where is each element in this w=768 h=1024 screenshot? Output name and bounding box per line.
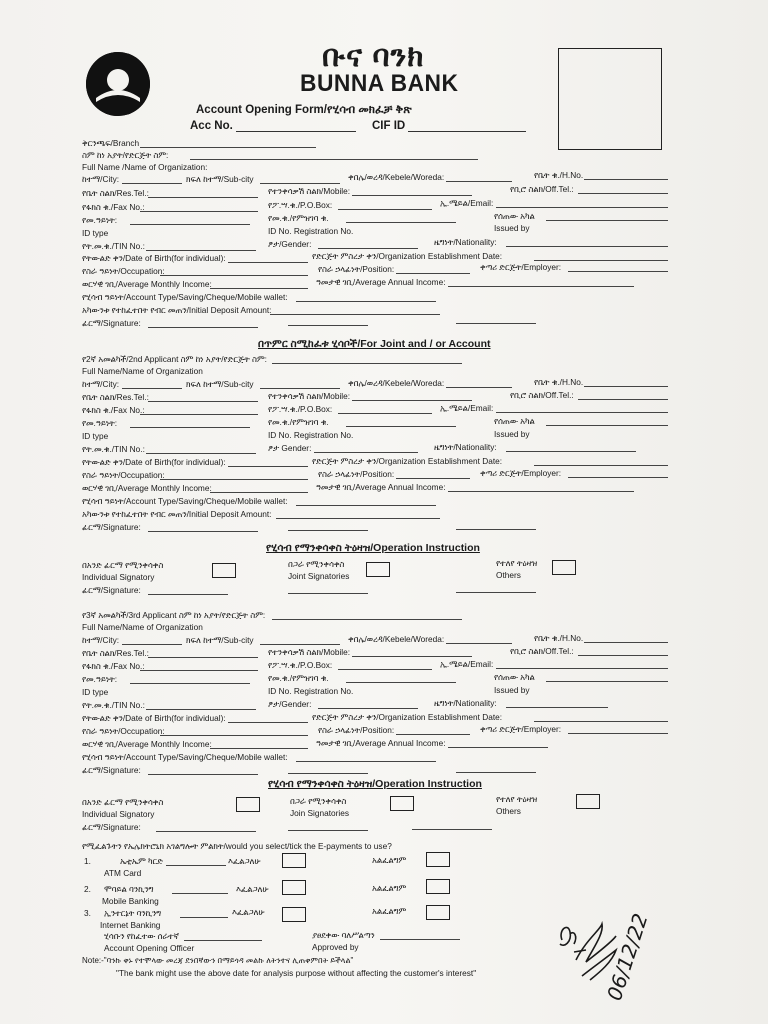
issued-by-field[interactable]	[546, 425, 668, 426]
annual-income-label: ዓመታዊ ገቢ/Average Annual Income:	[316, 482, 446, 492]
internet-banking-dont-want-checkbox[interactable]	[426, 905, 450, 920]
off-tel-label: የቢሮ ስልክ/Off.Tel.:	[510, 646, 574, 656]
signature-field-2[interactable]	[288, 593, 368, 594]
operation-instruction-heading-2: የሂሳብ የማንቀሳቀስ ትዕዛዝ/Operation Instruction	[268, 778, 482, 790]
mobile-field[interactable]	[352, 195, 472, 196]
bank-name-amharic: ቡና ባንክ	[322, 40, 425, 73]
individual-signatory-am-label: በአንድ ፊርማ የሚንቀሳቀስ	[82, 560, 164, 570]
city-label: ከተማ/City:	[82, 635, 120, 645]
individual-signatory-checkbox[interactable]	[212, 563, 236, 578]
initial-deposit-field[interactable]	[276, 518, 440, 519]
signature-field-3[interactable]	[456, 772, 536, 773]
joint-account-heading: በጥምር ስሚከፈቱ ሂሳቦች/For Joint and / or Account	[258, 338, 491, 350]
signature-field-1[interactable]	[148, 327, 258, 328]
fax-field[interactable]	[140, 211, 258, 212]
mobile-banking-want-checkbox[interactable]	[282, 880, 306, 895]
gender-label: ፆታ Gender:	[268, 443, 312, 453]
kebele-label: ቀበሌ/ወረዳ/Kebele/Woreda:	[348, 172, 445, 182]
fax-field[interactable]	[140, 414, 258, 415]
individual-signatory-label: Individual Signatory	[82, 809, 155, 819]
occupation-field[interactable]	[160, 275, 308, 276]
position-field[interactable]	[396, 734, 470, 735]
tin-field[interactable]	[146, 453, 256, 454]
issued-by-label: Issued by	[494, 685, 530, 695]
approved-by-field[interactable]	[380, 939, 460, 940]
off-tel-label: የቢሮ ስልክ/Off.Tel.:	[510, 184, 574, 194]
opening-officer-field[interactable]	[184, 940, 262, 941]
res-tel-field[interactable]	[148, 401, 258, 402]
individual-signatory-am-label: በአንድ ፊርማ የሚንቀሳቀስ	[82, 797, 164, 807]
approved-by-am-label: ያፀደቀው ባለሥልጣን	[312, 930, 375, 940]
individual-signatory-checkbox[interactable]	[236, 797, 260, 812]
off-tel-label: የቢሮ ስልክ/Off.Tel.:	[510, 390, 574, 400]
signature-field-2[interactable]	[288, 773, 368, 774]
kebele-field[interactable]	[446, 181, 512, 182]
id-type-am-label: የመ.ዓይነት:	[82, 674, 118, 684]
mobile-banking-number: 2.	[84, 884, 91, 894]
mobile-banking-want-label: እፈልጋለሁ	[236, 884, 269, 894]
tin-field[interactable]	[146, 250, 256, 251]
tin-label: የት.መ.ቁ./TIN No.:	[82, 241, 145, 251]
id-no-field[interactable]	[346, 222, 456, 223]
atm-line	[166, 865, 226, 866]
internet-banking-number: 3.	[84, 908, 91, 918]
house-no-field[interactable]	[584, 179, 668, 180]
position-field[interactable]	[396, 478, 470, 479]
est-date-field[interactable]	[534, 260, 668, 261]
signature-label: ፊርማ/Signature:	[82, 522, 141, 532]
off-tel-field[interactable]	[578, 655, 668, 656]
kebele-label: ቀበሌ/ወረዳ/Kebele/Woreda:	[348, 634, 445, 644]
employer-field[interactable]	[568, 477, 668, 478]
mobile-field[interactable]	[352, 400, 472, 401]
dob-label: የትውልድ ቀን/Date of Birth(for individual):	[82, 253, 226, 263]
house-no-field[interactable]	[584, 386, 668, 387]
email-label: ኢ.ሜይል/Email:	[440, 659, 494, 669]
est-date-label: የድርጅት ምስረታ ቀን/Organization Establishment Date:	[312, 712, 503, 722]
signature-label: ፊርማ/Signature:	[82, 318, 141, 328]
subcity-label: ክፍለ ከተማ/Sub-city	[186, 174, 254, 184]
account-type-label: የሂሳብ ዓይነት/Account Type/Saving/Cheque/Mobile wallet:	[82, 496, 288, 506]
pobox-label: የፖ.ሣ.ቁ./P.O.Box:	[268, 660, 333, 670]
kebele-field[interactable]	[446, 387, 512, 388]
mobile-banking-am-label: ሞባይል ባንኪንግ	[104, 884, 154, 894]
employer-label: ቀጣሪ ድርጅት/Employer:	[480, 262, 562, 272]
opening-officer-am-label: ሂሳቡን የከፈተው ሰራተኛ	[104, 931, 179, 941]
annual-income-label: ዓመታዊ ገቢ/Average Annual Income:	[316, 277, 446, 287]
position-field[interactable]	[396, 273, 470, 274]
position-label: የስራ ኃላፊነት/Position:	[318, 264, 395, 274]
subcity-field[interactable]	[260, 388, 340, 389]
internet-banking-am-label: ኢንተርኔት ባንኪንግ	[104, 908, 162, 918]
account-type-field[interactable]	[296, 761, 436, 762]
mobile-field[interactable]	[352, 656, 472, 657]
joint-signatories-label: Join Signatories	[290, 808, 350, 818]
signature-field-2[interactable]	[288, 830, 368, 831]
signature-label: ፊርማ/Signature:	[82, 765, 141, 775]
monthly-income-label: ወርሃዊ ገቢ/Average Monthly Income:	[82, 279, 212, 289]
applicant2-full-name-label: Full Name/Name of Organization	[82, 366, 203, 376]
id-no-am-label: የመ.ቁ./የምዝገባ ቁ.	[268, 417, 329, 427]
city-field[interactable]	[122, 183, 182, 184]
signature-field-1[interactable]	[156, 831, 256, 832]
nationality-field[interactable]	[506, 707, 608, 708]
occupation-label: የስራ ዓይነት/Occupation:	[82, 726, 165, 736]
off-tel-field[interactable]	[578, 399, 668, 400]
photo-box	[558, 48, 662, 150]
individual-signatory-label: Individual Signatory	[82, 572, 155, 582]
epayment-question: የሚፈልጉትን የኤሌክትሮኒክ አገልግሎት ምልክት/would you select/tick the E-payments to use?	[82, 841, 392, 851]
dob-field[interactable]	[228, 466, 308, 467]
subcity-label: ክፍለ ከተማ/Sub-city	[186, 379, 254, 389]
cif-id-field[interactable]: CIF ID	[372, 120, 526, 132]
tin-label: የት.መ.ቁ./TIN No.:	[82, 700, 145, 710]
email-label: ኢ.ሜይል/Email:	[440, 198, 494, 208]
internet-banking-label: Internet Banking	[100, 920, 161, 930]
applicant2-name-field[interactable]	[272, 363, 462, 364]
issued-by-am-label: የሰጠው አካል	[494, 416, 535, 426]
fax-label: የፋክስ ቁ./Fax No.:	[82, 405, 145, 415]
email-field[interactable]	[496, 668, 668, 669]
id-no-label: ID No. Registration No.	[268, 226, 354, 236]
subcity-field[interactable]	[260, 183, 340, 184]
internet-banking-line	[180, 917, 228, 918]
id-no-field[interactable]	[346, 682, 456, 683]
customer-name-label: ስም ከነ አያት/የድርጅት ስም:	[82, 150, 169, 160]
signature-field-1[interactable]	[148, 594, 228, 595]
mobile-label: የተንቀሳቃሽ ስልክ/Mobile:	[268, 647, 351, 657]
pobox-label: የፖ.ሣ.ቁ./P.O.Box:	[268, 404, 333, 414]
monthly-income-field[interactable]	[210, 748, 308, 749]
annual-income-field[interactable]	[448, 491, 634, 492]
bank-logo-icon	[86, 52, 150, 116]
id-type-label: ID type	[82, 431, 109, 441]
position-label: የስራ ኃላፊነት/Position:	[318, 469, 395, 479]
branch-field[interactable]	[140, 147, 316, 148]
account-type-label: የሂሳብ ዓይነት/Account Type/Saving/Cheque/Mobile wallet:	[82, 292, 288, 302]
pobox-field[interactable]	[338, 209, 432, 210]
city-label: ከተማ/City:	[82, 174, 120, 184]
signature-field-2[interactable]	[288, 325, 368, 326]
kebele-label: ቀበሌ/ወረዳ/Kebele/Woreda:	[348, 378, 445, 388]
atm-dont-want-label: አልፈልግም	[372, 855, 407, 865]
monthly-income-field[interactable]	[210, 288, 308, 289]
issued-by-field[interactable]	[546, 681, 668, 682]
monthly-income-label: ወርሃዊ ገቢ/Average Monthly Income:	[82, 739, 212, 749]
account-type-field[interactable]	[296, 505, 436, 506]
id-type-label: ID type	[82, 228, 109, 238]
fax-field[interactable]	[140, 670, 258, 671]
signature-field-3[interactable]	[456, 323, 536, 324]
annual-income-label: ዓመታዊ ገቢ/Average Annual Income:	[316, 738, 446, 748]
approved-by-label: Approved by	[312, 942, 359, 952]
atm-want-label: እፈልጋለሁ	[228, 856, 261, 866]
tin-field[interactable]	[146, 709, 256, 710]
id-type-am-label: የመ.ዓይነት:	[82, 215, 118, 225]
full-name-label: Full Name /Name of Organization:	[82, 162, 208, 172]
id-type-label: ID type	[82, 687, 109, 697]
initial-deposit-label: አካውንቱ የተከፈተበት የብር መጠን/Initial Deposit Amount:	[82, 305, 272, 315]
customer-name-field[interactable]	[190, 159, 478, 160]
mobile-banking-dont-want-label: አልፈልግም	[372, 883, 407, 893]
dob-field[interactable]	[228, 262, 308, 263]
position-label: የስራ ኃላፊነት/Position:	[318, 725, 395, 735]
signature-field-2[interactable]	[288, 530, 368, 531]
mobile-banking-dont-want-checkbox[interactable]	[426, 879, 450, 894]
initial-deposit-label: አካውንቱ የተከፈተበት የብር መጠን/Initial Deposit Amount:	[82, 509, 272, 519]
est-date-label: የድርጅት ምስረታ ቀን/Organization Establishment Date:	[312, 251, 503, 261]
atm-want-checkbox[interactable]	[282, 853, 306, 868]
signature-field-3[interactable]	[456, 529, 536, 530]
others-checkbox[interactable]	[576, 794, 600, 809]
gender-label: ፆታ/Gender:	[268, 699, 312, 709]
applicant3-name-field[interactable]	[272, 619, 462, 620]
joint-signatories-checkbox[interactable]	[390, 796, 414, 811]
issued-by-label: Issued by	[494, 223, 530, 233]
joint-signatories-am-label: በጋራ የሚንቀሳቀስ	[290, 796, 347, 806]
monthly-income-label: ወርሃዊ ገቢ/Average Monthly Income:	[82, 483, 212, 493]
signature-label: ፊርማ/Signature:	[82, 822, 141, 832]
others-checkbox[interactable]	[552, 560, 576, 575]
branch-label: ቅርንጫፍ/Branch	[82, 138, 140, 148]
atm-label: ATM Card	[104, 868, 142, 878]
signature-field-1[interactable]	[148, 531, 258, 532]
applicant3-label: የ3ኛ አመልካች/3rd Applicant ስም ከነ አያት/የድርጅት ስም:	[82, 610, 266, 620]
house-no-field[interactable]	[584, 642, 668, 643]
res-tel-field[interactable]	[148, 657, 258, 658]
mobile-banking-label: Mobile Banking	[102, 896, 159, 906]
operation-instruction-heading: የሂሳብ የማንቀሳቀስ ትዕዛዝ/Operation Instruction	[266, 542, 480, 554]
res-tel-label: የቤት ስልክ/Res.Tel.:	[82, 392, 149, 402]
id-no-am-label: የመ.ቁ./የምዝገባ ቁ.	[268, 673, 329, 683]
id-type-am-label: የመ.ዓይነት:	[82, 418, 118, 428]
gender-label: ፆታ/Gender:	[268, 239, 312, 249]
applicant2-label: የ2ኛ አመልካች/2nd Applicant ስም ከነ አያት/የድርጅት ስም:	[82, 354, 267, 364]
occupation-field[interactable]	[160, 479, 308, 480]
signature-field-1[interactable]	[148, 774, 258, 775]
gender-field[interactable]	[318, 708, 418, 709]
fax-label: የፋክስ ቁ./Fax No.:	[82, 202, 145, 212]
mobile-banking-line	[172, 893, 228, 894]
tin-label: የት.መ.ቁ./TIN No.:	[82, 444, 145, 454]
id-type-field[interactable]	[130, 427, 250, 428]
id-no-am-label: የመ.ቁ./የምዝገባ ቁ.	[268, 213, 329, 223]
account-type-field[interactable]	[296, 301, 436, 302]
house-no-label: የቤት ቁ./H.No.	[534, 377, 584, 387]
issued-by-am-label: የሰጠው አካል	[494, 672, 535, 682]
est-date-label: የድርጅት ምስረታ ቀን/Organization Establishment Date:	[312, 456, 503, 466]
res-tel-field[interactable]	[148, 197, 258, 198]
house-no-label: የቤት ቁ./H.No.	[534, 633, 584, 643]
account-type-label: የሂሳብ ዓይነት/Account Type/Saving/Cheque/Mobile wallet:	[82, 752, 288, 762]
gender-field[interactable]	[318, 248, 418, 249]
pobox-label: የፖ.ሣ.ቁ./P.O.Box:	[268, 200, 333, 210]
others-am-label: የተለየ ትዕዛዝ	[496, 794, 538, 804]
nationality-label: ዜግነት/Nationality:	[434, 442, 497, 452]
subcity-label: ክፍለ ከተማ/Sub-city	[186, 635, 254, 645]
internet-banking-want-checkbox[interactable]	[282, 907, 306, 922]
signature-field-3[interactable]	[456, 592, 536, 593]
others-am-label: የተለየ ትዕዛዝ	[496, 558, 538, 568]
house-no-label: የቤት ቁ./H.No.	[534, 170, 584, 180]
opening-officer-label: Account Opening Officer	[104, 943, 195, 953]
subcity-field[interactable]	[260, 644, 340, 645]
nationality-label: ዜግነት/Nationality:	[434, 237, 497, 247]
id-type-field[interactable]	[130, 683, 250, 684]
joint-signatories-label: Joint Signatories	[288, 571, 350, 581]
occupation-label: የስራ ዓይነት/Occupation:	[82, 470, 165, 480]
pobox-field[interactable]	[338, 413, 432, 414]
note-amharic: Note:-"ባንኩ ቀኑ የተሞላው መረጃ ደንበኛውን በማይጎዳ መልኩ ለትንተና ሊጠቀምበት ይችላል"	[82, 956, 354, 965]
signature-label: ፊርማ/Signature:	[82, 585, 141, 595]
internet-banking-dont-want-label: አልፈልግም	[372, 906, 407, 916]
nationality-label: ዜግነት/Nationality:	[434, 698, 497, 708]
est-date-field[interactable]	[534, 465, 668, 466]
est-date-field[interactable]	[534, 721, 668, 722]
acc-no-field[interactable]: Acc No.	[190, 120, 356, 132]
handwritten-date: 06/12/22	[602, 910, 653, 1004]
occupation-label: የስራ ዓይነት/Occupation:	[82, 266, 165, 276]
joint-signatories-am-label: በጋራ የሚንቀሳቀስ	[288, 559, 345, 569]
id-no-label: ID No. Registration No.	[268, 686, 354, 696]
email-label: ኢ.ሜይል/Email:	[440, 403, 494, 413]
joint-signatories-checkbox[interactable]	[366, 562, 390, 577]
employer-label: ቀጣሪ ድርጅት/Employer:	[480, 468, 562, 478]
id-type-field[interactable]	[130, 224, 250, 225]
issued-by-am-label: የሰጠው አካል	[494, 211, 535, 221]
gender-field[interactable]	[314, 452, 418, 453]
dob-label: የትውልድ ቀን/Date of Birth(for individual):	[82, 457, 226, 467]
pobox-field[interactable]	[338, 669, 432, 670]
monthly-income-field[interactable]	[210, 492, 308, 493]
annual-income-field[interactable]	[448, 286, 634, 287]
employer-label: ቀጣሪ ድርጅት/Employer:	[480, 724, 562, 734]
atm-dont-want-checkbox[interactable]	[426, 852, 450, 867]
atm-number: 1.	[84, 856, 91, 866]
nationality-field[interactable]	[506, 451, 636, 452]
id-no-field[interactable]	[346, 426, 456, 427]
bank-name-english: BUNNA BANK	[300, 70, 459, 97]
issued-by-field[interactable]	[546, 220, 668, 221]
id-no-label: ID No. Registration No.	[268, 430, 354, 440]
city-field[interactable]	[122, 644, 182, 645]
issued-by-label: Issued by	[494, 429, 530, 439]
fax-label: የፋክስ ቁ./Fax No.:	[82, 661, 145, 671]
atm-am-label: ኤቲኤም ካርድ	[120, 856, 163, 866]
off-tel-field[interactable]	[578, 193, 668, 194]
annual-income-field[interactable]	[448, 747, 548, 748]
applicant3-full-name-label: Full Name/Name of Organization	[82, 622, 203, 632]
occupation-field[interactable]	[160, 735, 308, 736]
email-field[interactable]	[496, 412, 668, 413]
city-label: ከተማ/City:	[82, 379, 120, 389]
signature-field-3[interactable]	[412, 829, 492, 830]
initial-deposit-field[interactable]	[270, 314, 440, 315]
employer-field[interactable]	[568, 271, 668, 272]
others-label: Others	[496, 570, 521, 580]
note-english: "The bank might use the above date for analysis purpose without affecting the customer's interest"	[116, 968, 477, 978]
res-tel-label: የቤት ስልክ/Res.Tel.:	[82, 648, 149, 658]
res-tel-label: የቤት ስልክ/Res.Tel.:	[82, 188, 149, 198]
others-label: Others	[496, 806, 521, 816]
mobile-label: የተንቀሳቃሽ ስልክ/Mobile:	[268, 391, 351, 401]
dob-field[interactable]	[228, 722, 308, 723]
form-title: Account Opening Form/የሂሳብ መክፈቻ ቅጽ	[196, 104, 412, 116]
employer-field[interactable]	[568, 733, 668, 734]
city-field[interactable]	[122, 388, 182, 389]
nationality-field[interactable]	[506, 246, 668, 247]
mobile-label: የተንቀሳቃሽ ስልክ/Mobile:	[268, 186, 351, 196]
kebele-field[interactable]	[446, 643, 512, 644]
internet-banking-want-label: እፈልጋለሁ	[232, 907, 265, 917]
email-field[interactable]	[496, 207, 668, 208]
dob-label: የትውልድ ቀን/Date of Birth(for individual):	[82, 713, 226, 723]
